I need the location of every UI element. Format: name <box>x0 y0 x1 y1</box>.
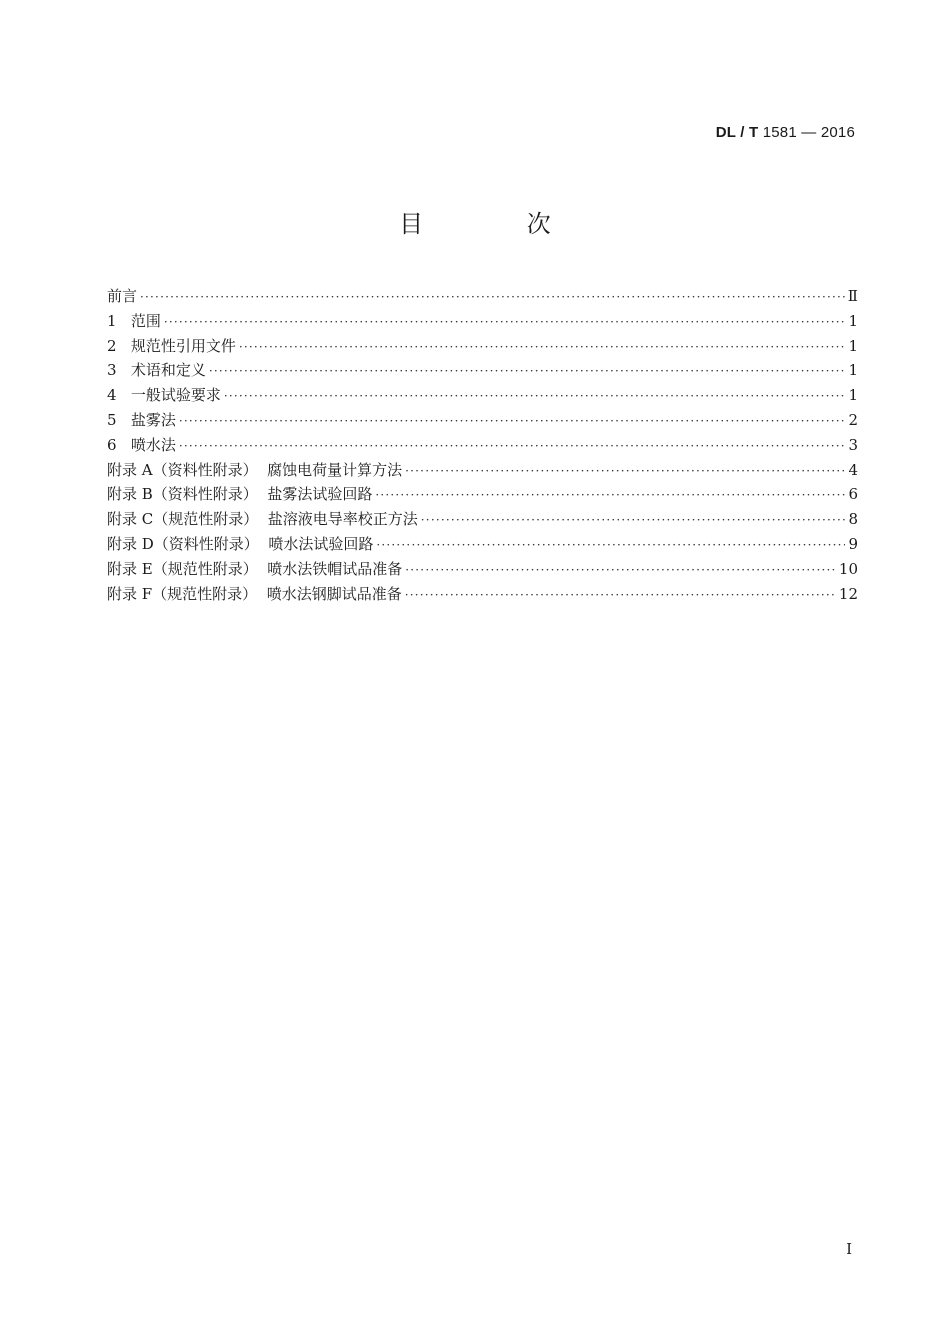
toc-entry-label: 附录 E（规范性附录） 喷水法铁帽试品准备 <box>107 559 403 578</box>
toc-entry-label: 6 喷水法 <box>107 435 176 454</box>
toc-entry-label: 4 一般试验要求 <box>107 386 221 405</box>
toc-entry[interactable] <box>107 334 858 359</box>
toc-entry-page: 1 <box>848 311 858 330</box>
dot-leader <box>224 384 846 409</box>
toc-entry-page: 10 <box>838 559 858 578</box>
toc-entry-page: 1 <box>848 386 858 405</box>
dot-leader <box>405 558 836 583</box>
dot-leader <box>140 285 845 310</box>
toc-entry[interactable] <box>107 582 858 607</box>
dot-leader <box>209 359 846 384</box>
toc-entry-label: 2 规范性引用文件 <box>107 336 236 355</box>
toc-entry-page: 4 <box>848 460 858 479</box>
toc-entry[interactable] <box>107 557 858 582</box>
toc-entry-page: Ⅱ <box>847 287 858 305</box>
dot-leader <box>375 483 845 508</box>
dot-leader <box>179 409 846 434</box>
toc-entry-label: 附录 D（资料性附录） 喷水法试验回路 <box>107 534 374 553</box>
dot-leader <box>405 583 836 608</box>
standard-number: 1581 — 2016 <box>762 124 855 141</box>
toc-entry-label: 附录 A（资料性附录） 腐蚀电荷量计算方法 <box>107 460 403 479</box>
toc-entry-label: 附录 C（规范性附录） 盐溶液电导率校正方法 <box>107 510 418 529</box>
toc-entry[interactable] <box>107 532 858 557</box>
standard-code: DL / T <box>715 124 759 141</box>
toc-entry[interactable] <box>107 408 858 433</box>
toc-entry-label: 3 术语和定义 <box>107 361 206 380</box>
toc-entry[interactable] <box>107 309 858 334</box>
dot-leader <box>179 434 846 459</box>
dot-leader <box>376 533 845 558</box>
toc-entry-page: 1 <box>848 361 858 380</box>
toc-entry-page: 6 <box>848 485 858 504</box>
toc-entry-page: 2 <box>848 410 858 429</box>
toc-entry-page: 8 <box>848 510 858 529</box>
toc-entry[interactable] <box>107 482 858 507</box>
dot-leader <box>421 508 846 533</box>
toc-entry-page: 3 <box>848 435 858 454</box>
toc-entry-page: 9 <box>848 534 858 553</box>
toc-entry-page: 12 <box>838 584 858 603</box>
dot-leader <box>405 459 845 484</box>
toc-entry[interactable] <box>107 284 858 309</box>
toc-entry[interactable] <box>107 433 858 458</box>
page-title: 目 次 <box>399 210 599 238</box>
toc-entry-label: 1 范围 <box>107 311 161 330</box>
table-of-contents <box>107 284 858 606</box>
standard-header <box>716 124 855 141</box>
page-number: I <box>846 1240 852 1258</box>
toc-entry-label: 附录 B（资料性附录） 盐雾法试验回路 <box>107 485 373 504</box>
dot-leader <box>239 335 846 360</box>
toc-entry-page: 1 <box>848 336 858 355</box>
toc-entry[interactable] <box>107 358 858 383</box>
toc-entry-label: 5 盐雾法 <box>107 410 176 429</box>
dot-leader <box>164 310 846 335</box>
toc-entry[interactable] <box>107 458 858 483</box>
toc-entry[interactable] <box>107 383 858 408</box>
toc-entry[interactable] <box>107 507 858 532</box>
toc-entry-label: 附录 F（规范性附录） 喷水法钢脚试品准备 <box>107 584 402 603</box>
toc-entry-label: 前言 <box>107 287 138 305</box>
